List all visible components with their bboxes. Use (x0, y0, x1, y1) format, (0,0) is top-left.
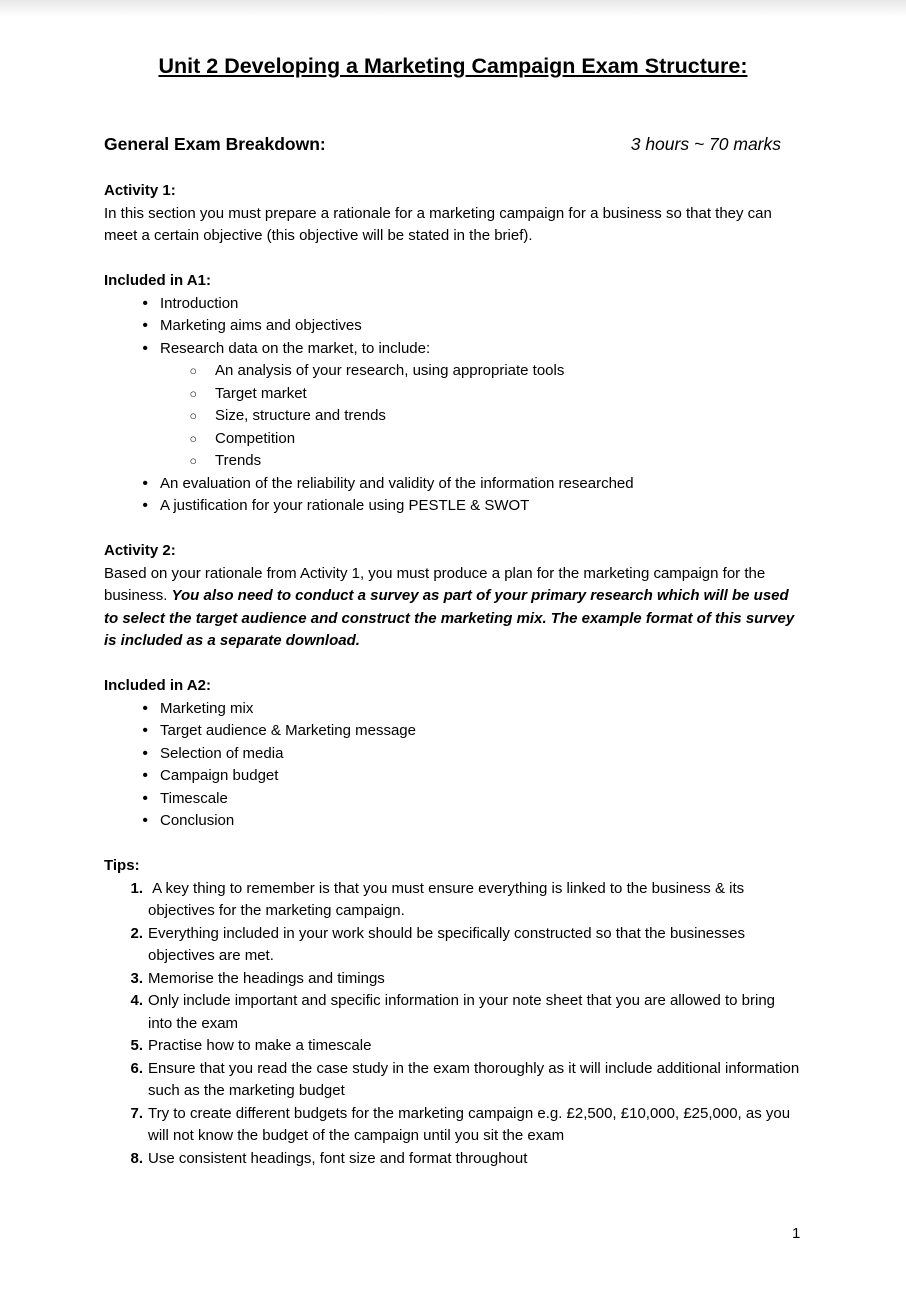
tip-item (104, 1148, 802, 1171)
page-title: Unit 2 Developing a Marketing Campaign Exam Structure: (158, 54, 748, 78)
bullet-icon (104, 428, 215, 451)
exam-duration-marks: 3 hours ~ 70 marks (630, 134, 781, 154)
tip-item (104, 1035, 802, 1058)
bullet-icon (104, 720, 160, 743)
list-item (104, 315, 802, 338)
tip-item (104, 968, 802, 991)
list-item (104, 788, 802, 811)
tip-item (104, 923, 802, 968)
tip-text: Everything included in your work should be specifically constructed so that the businesses objectives are met. (148, 924, 750, 964)
tip-text: A key thing to remember is that you must ensure everything is linked to the business & its objectives for the marketing campaign. (148, 879, 749, 919)
tip-item (104, 878, 802, 923)
included-a1-heading: Included in A1: (104, 272, 211, 289)
list-item-text: An evaluation of the reliability and validity of the information researched (160, 474, 634, 492)
list-item (104, 405, 802, 428)
bullet-icon (104, 810, 160, 833)
tip-number: 1. (130, 879, 143, 897)
bullet-icon (104, 383, 215, 406)
list-item (104, 495, 802, 518)
a2-bullet-list (104, 698, 802, 833)
tip-number: 8. (130, 1149, 143, 1167)
list-item (104, 360, 802, 383)
included-a1-section (104, 270, 802, 518)
bullet-icon (104, 293, 160, 316)
tip-number: 3. (130, 969, 143, 987)
tip-number: 4. (130, 992, 143, 1009)
tip-text: Practise how to make a timescale (148, 1037, 372, 1054)
document-body (104, 0, 802, 1170)
activity1-heading: Activity 1: (104, 182, 176, 199)
list-item (104, 698, 802, 721)
included-a2-heading: Included in A2: (104, 677, 211, 694)
tip-number: 7. (130, 1104, 143, 1122)
list-item-text: Target audience & Marketing message (160, 722, 416, 739)
bullet-icon (104, 698, 160, 721)
list-item-text: Selection of media (160, 744, 284, 762)
tip-number: 5. (130, 1037, 143, 1054)
activity1-section (104, 180, 802, 248)
tips-heading: Tips: (104, 857, 140, 874)
list-item-text: Introduction (160, 294, 239, 312)
tip-text: Ensure that you read the case study in the exam thoroughly as it will include additional information such as the marketing budget (148, 1059, 804, 1099)
tip-number: 2. (130, 924, 143, 942)
included-a2-section (104, 675, 802, 833)
list-item (104, 810, 802, 833)
list-item-text: Campaign budget (160, 767, 279, 784)
bullet-icon (104, 765, 160, 788)
a1-bullet-list (104, 293, 802, 518)
tip-number: 6. (130, 1059, 143, 1077)
list-item-text: A justification for your rationale using PESTLE & SWOT (160, 497, 530, 514)
list-item-text: Trends (215, 452, 262, 469)
bullet-icon (104, 405, 215, 428)
tip-text: Try to create different budgets for the marketing campaign e.g. £2,500, £10,000, £25,000, as you will not know the budget of the campaign until you sit the exam (148, 1104, 795, 1144)
bullet-icon (104, 473, 160, 496)
bullet-icon (104, 450, 215, 473)
list-item-text: Conclusion (160, 812, 235, 829)
bullet-icon (104, 788, 160, 811)
list-item (104, 720, 802, 743)
list-item-text: Timescale (160, 789, 228, 807)
list-item (104, 383, 802, 406)
list-item-text: Marketing aims and objectives (160, 317, 362, 334)
list-item-text: An analysis of your research, using appropriate tools (215, 362, 565, 379)
bullet-icon (104, 360, 215, 383)
activity2-description-emphasis: You also need to conduct a survey as part of your primary research which will be used to select the target audience and construct the marketing mix. The example format of this survey is included as a separate download. (104, 587, 795, 649)
list-item (104, 450, 802, 473)
bullet-icon (104, 743, 160, 766)
list-item (104, 338, 802, 361)
tip-text: Memorise the headings and timings (148, 969, 385, 987)
activity2-description-regular: Based on your rationale from Activity 1, you must produce a plan for the marketing campaign for the business. (104, 564, 766, 604)
bullet-icon (104, 315, 160, 338)
tip-item (104, 1058, 802, 1103)
bullet-icon (104, 495, 160, 518)
tip-text: Use consistent headings, font size and format throughout (148, 1149, 528, 1167)
list-item (104, 293, 802, 316)
tips-numbered-list (104, 878, 802, 1171)
exam-breakdown-row (104, 133, 802, 156)
list-item-text: Target market (215, 384, 307, 402)
activity2-description (104, 563, 802, 653)
list-item-text: Marketing mix (160, 699, 254, 717)
breakdown-heading: General Exam Breakdown: (104, 134, 326, 154)
list-item-text: Size, structure and trends (215, 407, 386, 424)
list-item-text: Competition (215, 429, 296, 447)
list-item (104, 428, 802, 451)
bullet-icon (104, 338, 160, 361)
tip-text: Only include important and specific information in your note sheet that you are allowed to bring into the exam (148, 992, 780, 1032)
activity2-heading: Activity 2: (104, 542, 176, 559)
activity1-description: In this section you must prepare a rationale for a marketing campaign for a business so that they can meet a certain objective (this objective will be stated in the brief). (104, 204, 772, 244)
tip-item (104, 990, 802, 1035)
list-item (104, 473, 802, 496)
list-item (104, 743, 802, 766)
list-item (104, 765, 802, 788)
list-item-text: Research data on the market, to include: (160, 339, 431, 357)
tip-item (104, 1103, 802, 1148)
page-number: 1 (792, 1225, 801, 1242)
activity2-section (104, 540, 802, 653)
tips-section (104, 855, 802, 1170)
